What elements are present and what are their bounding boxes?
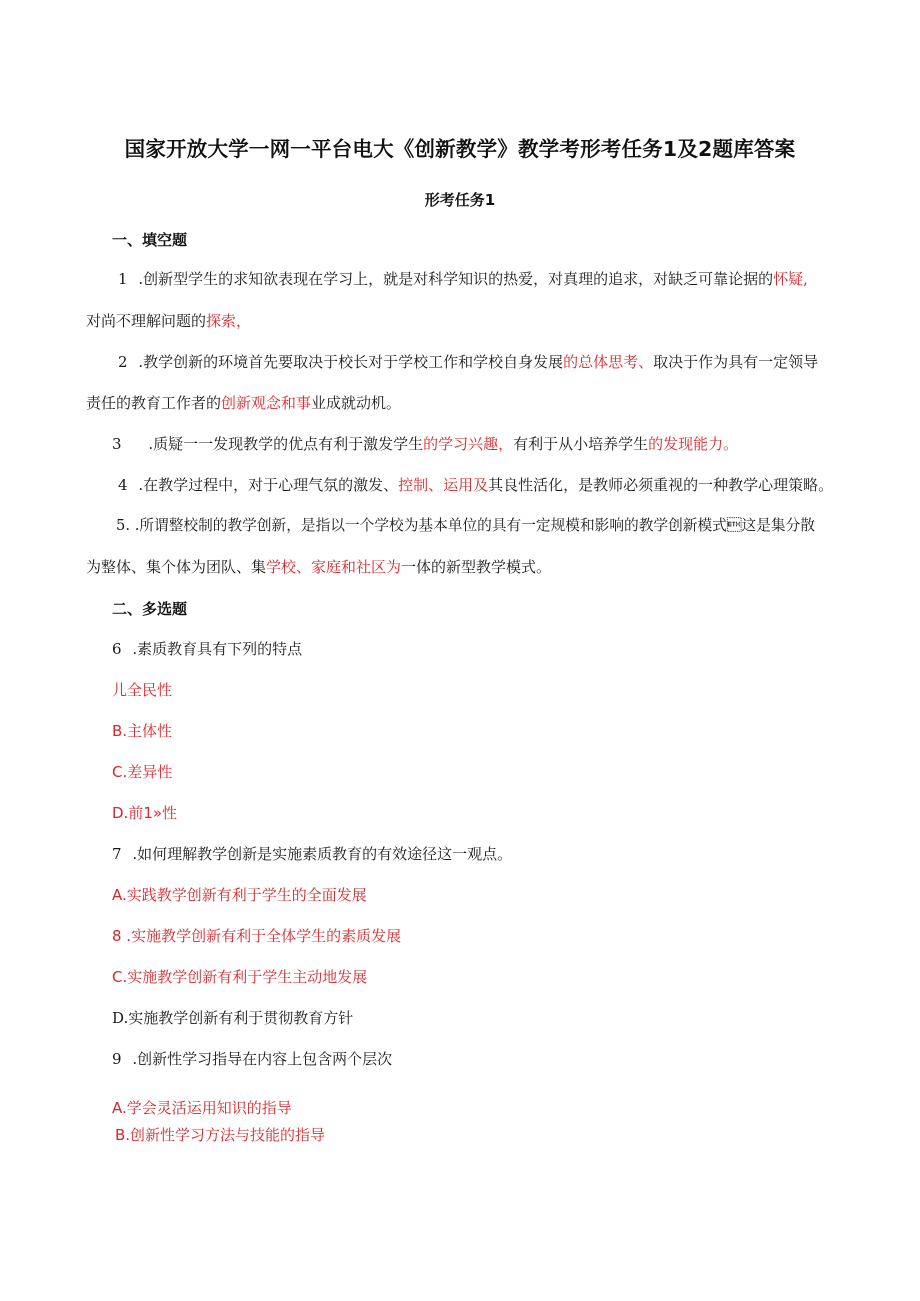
question-text: 对尚不理解问题的 bbox=[86, 312, 207, 330]
document-title: 国家开放大学一网一平台电大《创新教学》教学考形考任务1及2题库答案 bbox=[124, 137, 796, 161]
option-d: D.实施教学创新有利于贯彻教育方针 bbox=[112, 1009, 354, 1027]
question-7 bbox=[112, 844, 512, 864]
question-5-line-2 bbox=[86, 557, 551, 577]
answer-text: 控制、运用及 bbox=[398, 476, 489, 494]
option-c: C.实施教学创新有利于学生主动地发展 bbox=[112, 968, 368, 986]
question-number: 6 bbox=[112, 640, 122, 658]
question-text: .所谓整校制的教学创新，是指以一个学校为基本单位的具有一定规模和影响的教学创新模式这是集分散 bbox=[134, 517, 815, 534]
question-2-line-1 bbox=[118, 352, 818, 372]
question-5-line-1 bbox=[116, 516, 815, 536]
question-text: 有利于从小培养学生 bbox=[513, 435, 649, 453]
answer-text: 的学习兴趣， bbox=[423, 435, 514, 453]
question-text: 取决于作为具有一定领导 bbox=[653, 353, 819, 371]
question-number: 4 bbox=[118, 476, 128, 494]
question-text: .创新性学习指导在内容上包含两个层次 bbox=[132, 1050, 393, 1068]
question-text: 一体的新型教学模式。 bbox=[401, 558, 552, 576]
question-text: 为整体、集个体为团队、集 bbox=[86, 558, 267, 576]
question-text: 其良性活化，是教师必须重视的一种教学心理策略。 bbox=[488, 476, 834, 494]
question-number: 9 bbox=[112, 1050, 122, 1068]
answer-text: 学校、家庭和社区为 bbox=[266, 558, 402, 576]
question-number: 7 bbox=[112, 845, 122, 863]
question-text: .教学创新的环境首先要取决于校长对于学校工作和学校自身发展 bbox=[138, 353, 564, 371]
question-number: 3 bbox=[112, 435, 122, 453]
question-6 bbox=[112, 639, 302, 659]
question-1-line-2 bbox=[86, 311, 251, 331]
answer-text: 的发现能力。 bbox=[648, 435, 739, 453]
option-b: B.创新性学习方法与技能的指导 bbox=[115, 1126, 326, 1144]
answer-text: 的总体思考、 bbox=[563, 353, 654, 371]
answer-text: 怀疑, bbox=[773, 270, 808, 288]
option-a: A.实践教学创新有利于学生的全面发展 bbox=[112, 886, 367, 904]
document-subtitle: 形考任务1 bbox=[424, 191, 496, 209]
question-number: 2 bbox=[118, 353, 128, 371]
option-d: D.前1»性 bbox=[112, 804, 178, 822]
question-text: .如何理解教学创新是实施素质教育的有效途径这一观点。 bbox=[132, 845, 513, 863]
question-number: 5. bbox=[116, 517, 131, 534]
question-4-line-1 bbox=[118, 475, 833, 495]
question-text: .质疑一一发现教学的优点有利于激发学生 bbox=[148, 435, 424, 453]
section-heading-fill-blank: 一、填空题 bbox=[112, 231, 188, 249]
question-9 bbox=[112, 1049, 392, 1069]
option-b: B.主体性 bbox=[112, 722, 173, 740]
question-2-line-2 bbox=[86, 393, 401, 413]
answer-text: 探索， bbox=[206, 312, 252, 330]
question-text: .在教学过程中，对于心理气氛的激发、 bbox=[138, 476, 399, 494]
section-heading-multiple-choice: 二、多选题 bbox=[112, 600, 188, 618]
question-3-line-1 bbox=[112, 434, 738, 454]
question-text: 责任的教育工作者的 bbox=[86, 394, 222, 412]
option-a: 儿全民性 bbox=[112, 681, 173, 699]
option-b: 8 .实施教学创新有利于全体学生的素质发展 bbox=[112, 927, 402, 945]
question-text: 业成就动机。 bbox=[311, 394, 402, 412]
question-text: .素质教育具有下列的特点 bbox=[132, 640, 303, 658]
question-number: 1 bbox=[118, 270, 128, 288]
question-1-line-1 bbox=[118, 269, 808, 289]
option-c: C.差异性 bbox=[112, 763, 173, 781]
question-text: .创新型学生的求知欲表现在学习上，就是对科学知识的热爱，对真理的追求，对缺乏可靠论据的 bbox=[138, 270, 774, 288]
answer-text: 创新观念和事 bbox=[221, 394, 312, 412]
option-a: A.学会灵活运用知识的指导 bbox=[112, 1099, 292, 1117]
